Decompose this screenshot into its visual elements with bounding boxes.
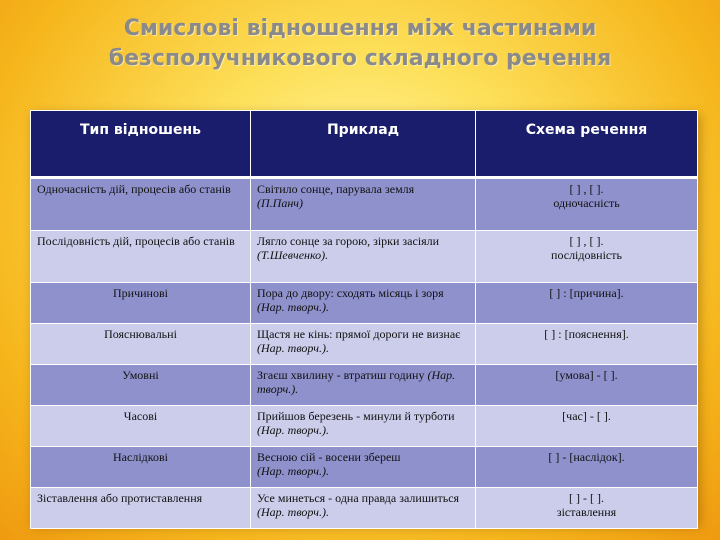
- example-text: Весною сій - восени збереш: [257, 450, 401, 464]
- table-row: [31, 283, 698, 324]
- cell-example: [251, 447, 476, 488]
- cell-example: [251, 283, 476, 324]
- header-schema: Схема речення: [476, 111, 698, 178]
- cell-schema: [476, 406, 698, 447]
- example-text: Лягло сонце за горою, зірки засіяли: [257, 234, 440, 248]
- table-row: [31, 447, 698, 488]
- cell-type: Послідовність дій, процесів або станів: [31, 231, 251, 283]
- example-text: Щастя не кінь: прямої дороги не визнає: [257, 327, 461, 341]
- schema-caption: послідовність: [551, 248, 622, 262]
- schema-formula: [ ] : [причина].: [549, 286, 624, 300]
- example-source: (Нар. творч.).: [257, 341, 329, 355]
- table-row: [31, 324, 698, 365]
- cell-schema: [476, 447, 698, 488]
- schema-formula: [ ] , [ ].: [569, 234, 604, 248]
- slide-title-line-1: Смислові відношення між частинами: [123, 16, 597, 41]
- example-text: Згаєш хвилину - втратиш годину: [257, 368, 425, 382]
- cell-example: [251, 324, 476, 365]
- cell-type: Одночасність дій, процесів або станів: [31, 178, 251, 231]
- example-source: (Нар. творч.).: [257, 368, 456, 396]
- schema-formula: [ ] , [ ].: [569, 182, 604, 196]
- example-text: Світило сонце, парувала земля: [257, 182, 415, 196]
- table-row: [31, 231, 698, 283]
- slide-title-line-2: безсполучникового складного речення: [108, 46, 612, 71]
- example-source: (Нар. творч.).: [257, 423, 329, 437]
- cell-schema: [476, 178, 698, 231]
- example-text: Пора до двору: сходять місяць і зоря: [257, 286, 444, 300]
- cell-type: Умовні: [31, 365, 251, 406]
- header-example: Приклад: [251, 111, 476, 178]
- relations-table-container: [30, 110, 697, 523]
- relations-table: [30, 110, 698, 529]
- example-source: (Нар. творч.).: [257, 505, 329, 519]
- example-text: Прийшов березень - минули й турботи: [257, 409, 455, 423]
- cell-schema: [476, 231, 698, 283]
- cell-example: [251, 365, 476, 406]
- cell-type: Зіставлення або протиставлення: [31, 488, 251, 529]
- schema-formula: [ ] : [пояснення].: [544, 327, 629, 341]
- table-row: [31, 178, 698, 231]
- cell-schema: [476, 488, 698, 529]
- table-row: [31, 365, 698, 406]
- schema-formula: [час] - [ ].: [562, 409, 611, 423]
- cell-example: [251, 231, 476, 283]
- example-source: (Т.Шевченко).: [257, 248, 329, 262]
- cell-example: [251, 178, 476, 231]
- table-row: [31, 406, 698, 447]
- cell-example: [251, 488, 476, 529]
- table-row: [31, 488, 698, 529]
- schema-caption: одночасність: [553, 196, 620, 210]
- header-type: Тип відношень: [31, 111, 251, 178]
- cell-type: Причинові: [31, 283, 251, 324]
- cell-schema: [476, 365, 698, 406]
- table-header-row: [31, 111, 698, 178]
- cell-schema: [476, 283, 698, 324]
- example-source: (Нар. творч.).: [257, 464, 329, 478]
- cell-schema: [476, 324, 698, 365]
- schema-formula: [ ] - [ ].: [569, 491, 604, 505]
- schema-caption: зіставлення: [556, 505, 617, 519]
- slide-title: [0, 14, 720, 74]
- schema-formula: [ ] - [наслідок].: [548, 450, 625, 464]
- example-source: (П.Панч): [257, 196, 304, 210]
- cell-type: Часові: [31, 406, 251, 447]
- example-text: Усе минеться - одна правда залишиться: [257, 491, 460, 505]
- cell-type: Пояснювальні: [31, 324, 251, 365]
- schema-formula: [умова] - [ ].: [555, 368, 618, 382]
- example-source: (Нар. творч.).: [257, 300, 329, 314]
- cell-type: Наслідкові: [31, 447, 251, 488]
- cell-example: [251, 406, 476, 447]
